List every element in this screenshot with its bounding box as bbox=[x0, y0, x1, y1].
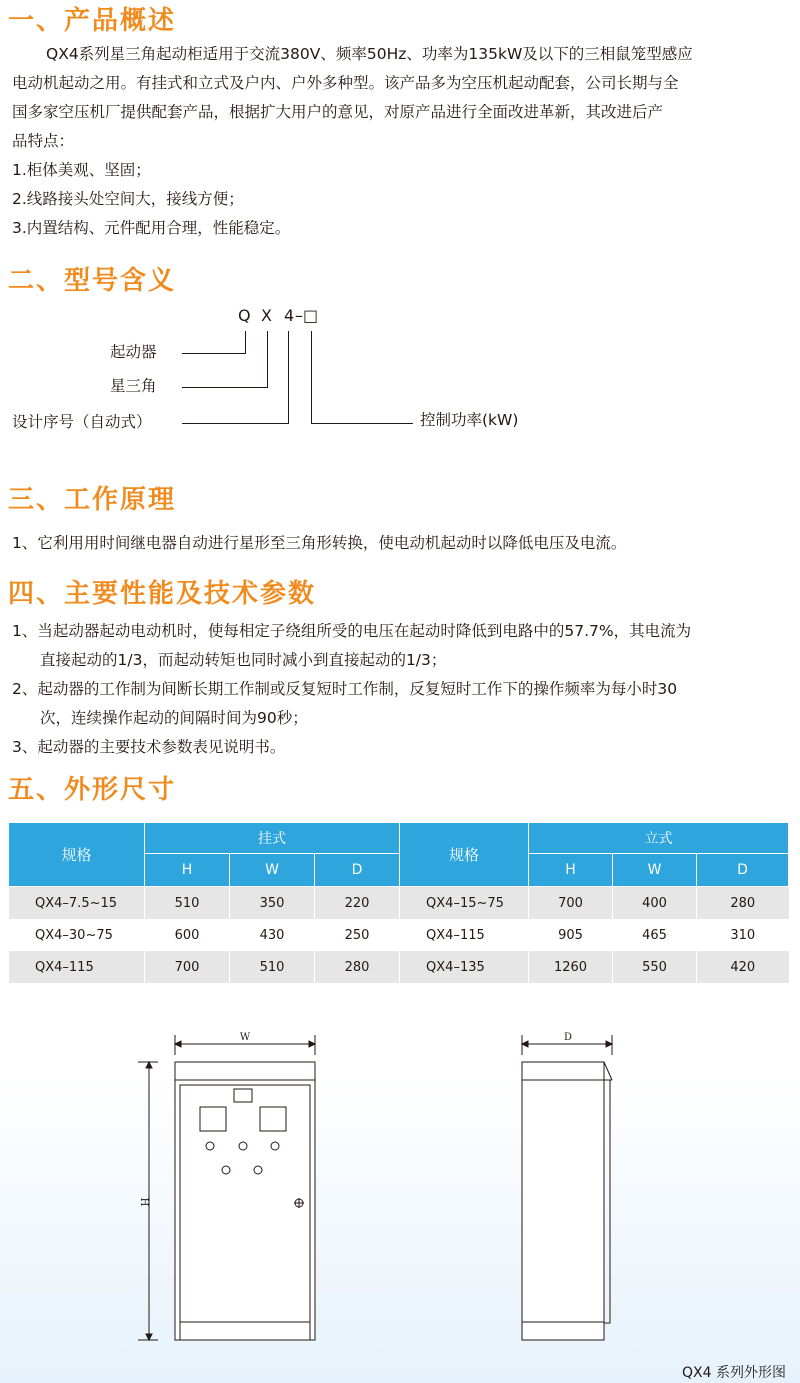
table-cell-model: QX4–30~75 bbox=[9, 919, 145, 951]
table-header-d: D bbox=[697, 854, 789, 887]
label-star-delta: 星三角 bbox=[110, 377, 157, 395]
overview-line: 电动机起动之用。有挂式和立式及户内、户外多种型。该产品多为空压机起动配套，公司长期与全 bbox=[12, 74, 679, 92]
table-row bbox=[9, 887, 789, 920]
table-cell: 700 bbox=[145, 951, 230, 983]
section-title-overview: 一、产品概述 bbox=[8, 6, 177, 36]
table-cell: 310 bbox=[697, 919, 789, 951]
table-header-w: W bbox=[613, 854, 697, 887]
performance-line: 次，连续操作起动的间隔时间为90秒； bbox=[40, 709, 308, 727]
drawing-label-width: W bbox=[239, 1032, 251, 1043]
performance-line: 3、起动器的主要技术参数表见说明书。 bbox=[12, 738, 286, 756]
code-char-4: 4 bbox=[284, 306, 295, 325]
table-cell: 905 bbox=[529, 919, 613, 951]
table-cell: 400 bbox=[613, 887, 697, 920]
table-header-h: H bbox=[529, 854, 613, 887]
code-char-dash: – bbox=[295, 306, 303, 325]
table-cell: 250 bbox=[315, 919, 400, 951]
table-cell-model: QX4–115 bbox=[9, 951, 145, 983]
table-cell: 350 bbox=[230, 887, 315, 920]
table-cell: 420 bbox=[697, 951, 789, 983]
table-cell: 510 bbox=[230, 951, 315, 983]
leader-line bbox=[311, 423, 413, 424]
table-cell-model: QX4–135 bbox=[400, 951, 529, 983]
cabinet-outline-drawing bbox=[0, 1020, 800, 1360]
table-cell-model: QX4–115 bbox=[400, 919, 529, 951]
table-row bbox=[9, 919, 789, 951]
principle-item: 1、它利用用时间继电器自动进行星形至三角形转换，使电动机起动时以降低电压及电流。 bbox=[12, 534, 627, 552]
leader-line bbox=[245, 331, 246, 353]
table-cell-model: QX4–15~75 bbox=[400, 887, 529, 920]
leader-line bbox=[182, 387, 268, 388]
table-header-floor: 立式 bbox=[529, 823, 789, 854]
table-header-w: W bbox=[230, 854, 315, 887]
code-char-q: Q bbox=[238, 306, 251, 325]
leader-line bbox=[182, 423, 289, 424]
table-cell: 550 bbox=[613, 951, 697, 983]
label-starter: 起动器 bbox=[110, 343, 157, 361]
table-cell: 600 bbox=[145, 919, 230, 951]
feature-item: 2.线路接头处空间大，接线方便； bbox=[12, 190, 244, 208]
code-char-box: □ bbox=[303, 306, 319, 325]
performance-line: 1、当起动器起动电动机时，使每相定子绕组所受的电压在起动时降低到电路中的57.7%，其电流为 bbox=[12, 622, 692, 640]
section-title-performance: 四、主要性能及技术参数 bbox=[8, 579, 317, 609]
table-header-d: D bbox=[315, 854, 400, 887]
section-title-principle: 三、工作原理 bbox=[8, 485, 177, 515]
drawing-caption: QX4 系列外形图 bbox=[682, 1365, 786, 1381]
label-control-power: 控制功率(kW) bbox=[420, 411, 519, 429]
section-title-model-meaning: 二、型号含义 bbox=[8, 266, 177, 296]
feature-item: 1.柜体美观、坚固； bbox=[12, 161, 151, 179]
table-cell: 700 bbox=[529, 887, 613, 920]
table-header-h: H bbox=[145, 854, 230, 887]
table-cell: 430 bbox=[230, 919, 315, 951]
leader-line bbox=[288, 331, 289, 423]
table-header-wall: 挂式 bbox=[145, 823, 400, 854]
label-design-number: 设计序号（自动式） bbox=[12, 413, 152, 431]
leader-line bbox=[182, 353, 246, 354]
performance-line: 直接起动的1/3，而起动转矩也同时减小到直接起动的1/3； bbox=[40, 651, 447, 669]
overview-line: 品特点： bbox=[12, 132, 75, 150]
table-cell: 280 bbox=[315, 951, 400, 983]
overview-line: QX4系列星三角起动柜适用于交流380V、频率50Hz、功率为135kW及以下的三相鼠笼型感应 bbox=[46, 45, 693, 63]
front-view bbox=[138, 1035, 315, 1340]
table-cell: 220 bbox=[315, 887, 400, 920]
dimensions-table bbox=[8, 822, 789, 983]
table-header-spec: 规格 bbox=[9, 823, 145, 887]
side-view bbox=[522, 1035, 612, 1340]
section-title-dimensions: 五、外形尺寸 bbox=[8, 775, 177, 805]
drawing-label-depth: D bbox=[563, 1032, 573, 1043]
table-cell: 1260 bbox=[529, 951, 613, 983]
drawing-label-height: H bbox=[138, 1197, 149, 1207]
table-header-spec: 规格 bbox=[400, 823, 529, 887]
table-cell: 510 bbox=[145, 887, 230, 920]
overview-line: 国多家空压机厂提供配套产品，根据扩大用户的意见，对原产品进行全面改进革新，其改进后产 bbox=[12, 103, 664, 121]
table-cell-model: QX4–7.5~15 bbox=[9, 887, 145, 920]
code-char-x: X bbox=[261, 306, 272, 325]
model-code bbox=[0, 308, 800, 328]
table-row bbox=[9, 951, 789, 983]
table-cell: 280 bbox=[697, 887, 789, 920]
feature-item: 3.内置结构、元件配用合理，性能稳定。 bbox=[12, 219, 291, 237]
leader-line bbox=[311, 331, 312, 423]
performance-line: 2、起动器的工作制为间断长期工作制或反复短时工作制，反复短时工作下的操作频率为每小时30 bbox=[12, 680, 678, 698]
leader-line bbox=[267, 331, 268, 387]
table-cell: 465 bbox=[613, 919, 697, 951]
